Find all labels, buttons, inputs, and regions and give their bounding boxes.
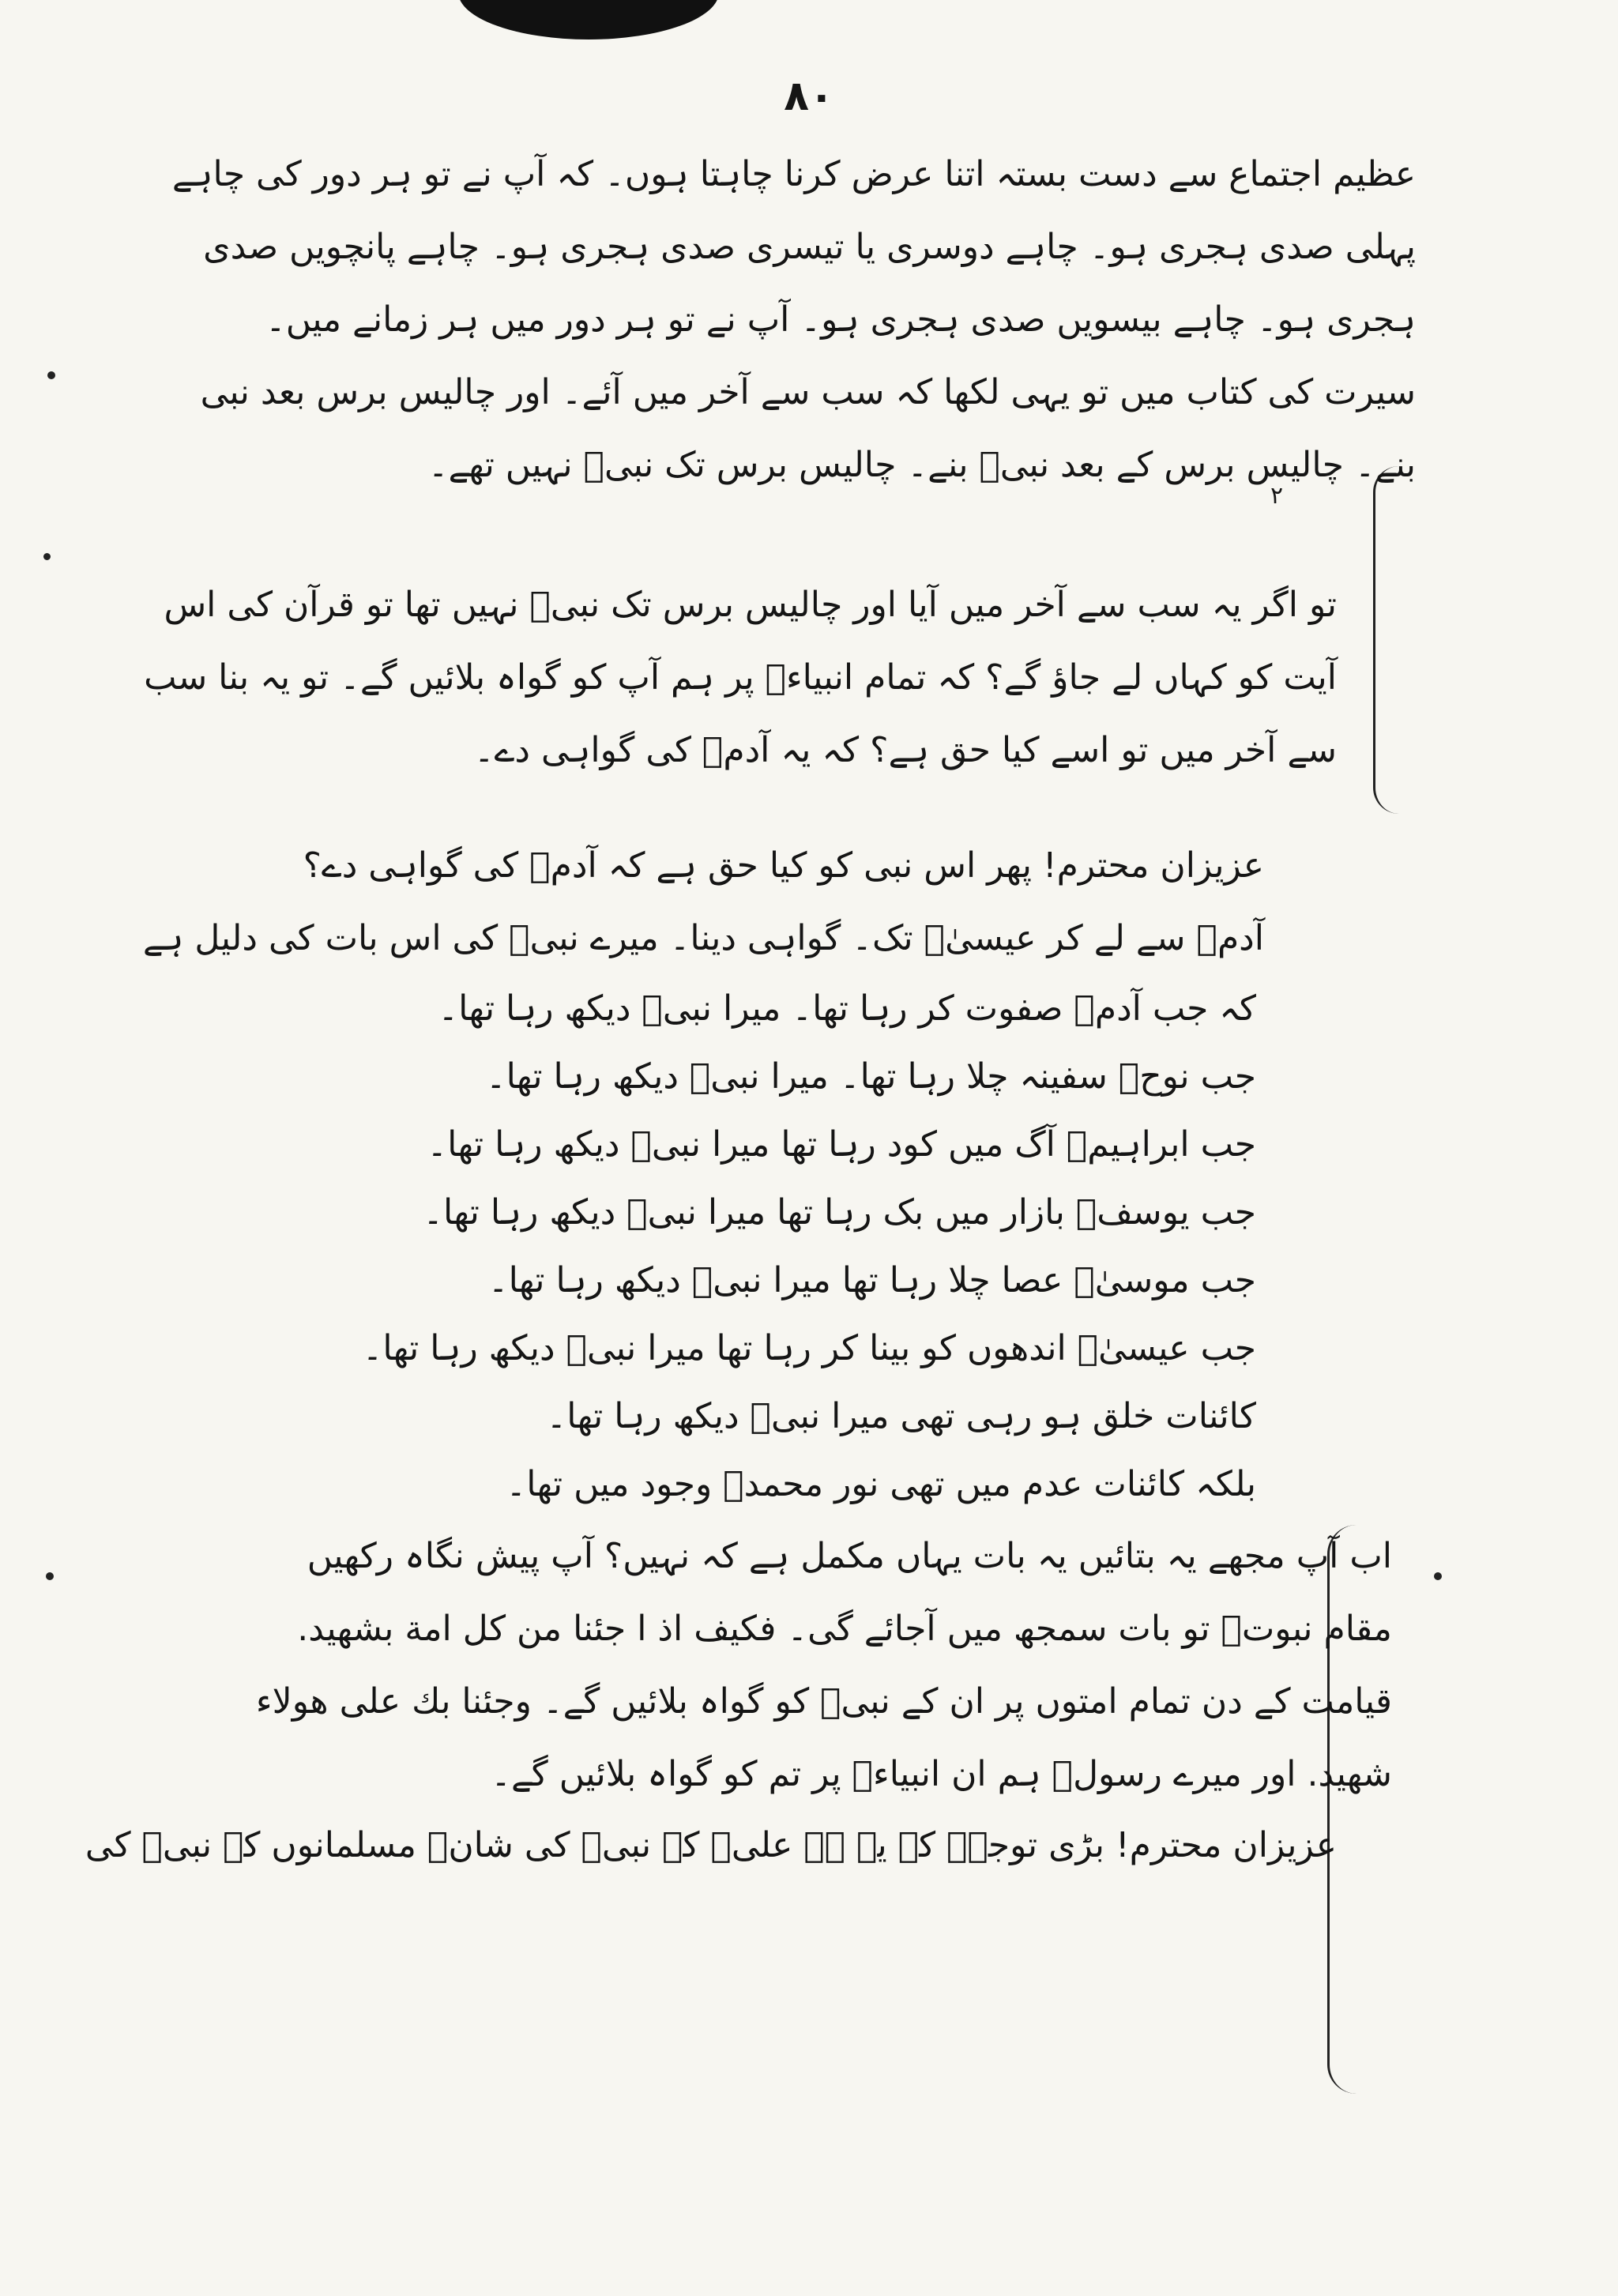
text-line: اب آپ مجھے یہ بتائیں یہ بات یہاں مکمل ہے کہ نہیں؟ آپ پیش نگاہ رکھیں <box>307 1536 1392 1576</box>
paragraph-5 <box>85 1809 1337 1882</box>
scan-ink-blot <box>458 0 719 40</box>
text-line: مقام نبوتؐ تو بات سمجھ میں آجائے گی۔ فکیف اذ ا جئنا من کل امة بشهید. <box>297 1609 1392 1649</box>
text-line: تو اگر یہ سب سے آخر میں آیا اور چالیس برس تک نبیؐ نہیں تھا تو قرآن کی اس <box>164 585 1337 625</box>
text-line: سیرت کی کتاب میں تو یہی لکھا کہ سب سے آخر میں آئے۔ اور چالیس برس بعد نبی <box>200 372 1416 412</box>
text-line: سے آخر میں تو اسے کیا حق ہے؟ کہ یہ آدمؑ کی گواہی دے۔ <box>473 730 1337 770</box>
verse-line: جب یوسفؑ بازار میں بک رہا تھا میرا نبیؐ دیکھ رہا تھا۔ <box>423 1192 1256 1233</box>
scan-speck <box>43 553 51 560</box>
verse-line: جب موسیٰؑ عصا چلا رہا تھا میرا نبیؐ دیکھ رہا تھا۔ <box>487 1260 1256 1300</box>
verse-line: آدمؑ سے لے کر عیسیٰؑ تک۔ گواہی دینا۔ میرے نبیؐ کی اس بات کی دلیل ہے <box>142 918 1264 958</box>
paragraph-3 <box>303 830 1264 902</box>
verse-line: جب عیسیٰؑ اندھوں کو بینا کر رہا تھا میرا نبیؐ دیکھ رہا تھا۔ <box>362 1328 1256 1368</box>
verse-line: کہ جب آدمؑ صفوت کر رہا تھا۔ میرا نبیؐ دیکھ رہا تھا۔ <box>438 988 1256 1029</box>
verse-line: کائنات خلق ہو رہی تھی میرا نبیؐ دیکھ رہا تھا۔ <box>546 1396 1256 1436</box>
text-line: پہلی صدی ہجری ہو۔ چاہے دوسری یا تیسری صدی ہجری ہو۔ چاہے پانچویں صدی <box>203 227 1416 267</box>
scan-speck <box>1434 1572 1442 1580</box>
text-line: ہجری ہو۔ چاہے بیسویں صدی ہجری ہو۔ آپ نے تو ہر دور میں ہر زمانے میں۔ <box>265 299 1416 340</box>
verse-block <box>142 902 1264 975</box>
page-number: ۸۰ <box>784 73 834 120</box>
paragraph-2 <box>144 569 1337 787</box>
text-line: قیامت کے دن تمام امتوں پر ان کے نبیؐ کو گواہ بلائیں گے۔ وجئنا بك علی هولاء <box>255 1681 1392 1722</box>
text-line: عظیم اجتماع سے دست بستہ اتنا عرض کرنا چاہتا ہوں۔ کہ آپ نے تو ہر دور کی چاہے <box>171 154 1416 194</box>
verse-line: جب نوحؑ سفینہ چلا رہا تھا۔ میرا نبیؐ دیکھ رہا تھا۔ <box>485 1056 1256 1097</box>
footnote-marker: ۲ <box>1270 482 1284 510</box>
text-line: شهید. اور میرے رسولؐ ہم ان انبیاءؑ پر تم کو گواہ بلائیں گے۔ <box>491 1754 1392 1794</box>
text-line: آیت کو کہاں لے جاؤ گے؟ کہ تمام انبیاءؑ پر ہم آپ کو گواہ بلائیں گے۔ تو یہ بنا سب <box>144 657 1337 698</box>
paragraph-4 <box>199 1520 1392 1811</box>
scan-speck <box>47 371 55 379</box>
verse-line: جب ابراہیمؑ آگ میں کود رہا تھا میرا نبیؐ دیکھ رہا تھا۔ <box>427 1124 1256 1165</box>
verse-line: بلکہ کائنات عدم میں تھی نور محمدؐ وجود میں تھا۔ <box>506 1464 1256 1504</box>
paragraph-1 <box>171 138 1416 502</box>
scan-speck <box>46 1572 54 1580</box>
text-line: بنے۔ چالیس برس کے بعد نبیؐ بنے۔ چالیس برس تک نبیؐ نہیں تھے۔ <box>427 445 1416 485</box>
verse-block-indented <box>362 975 1256 1519</box>
text-line: عزیزان محترم! پھر اس نبی کو کیا حق ہے کہ آدمؑ کی گواہی دے؟ <box>303 845 1264 886</box>
text-line: عزیزان محترم! بڑی توجہ۔ کہ یہ ہے علیؑ کے نبیؐ کی شان۔ مسلمانوں کے نبیؐ کی <box>85 1825 1337 1865</box>
margin-bracket <box>1373 466 1399 814</box>
